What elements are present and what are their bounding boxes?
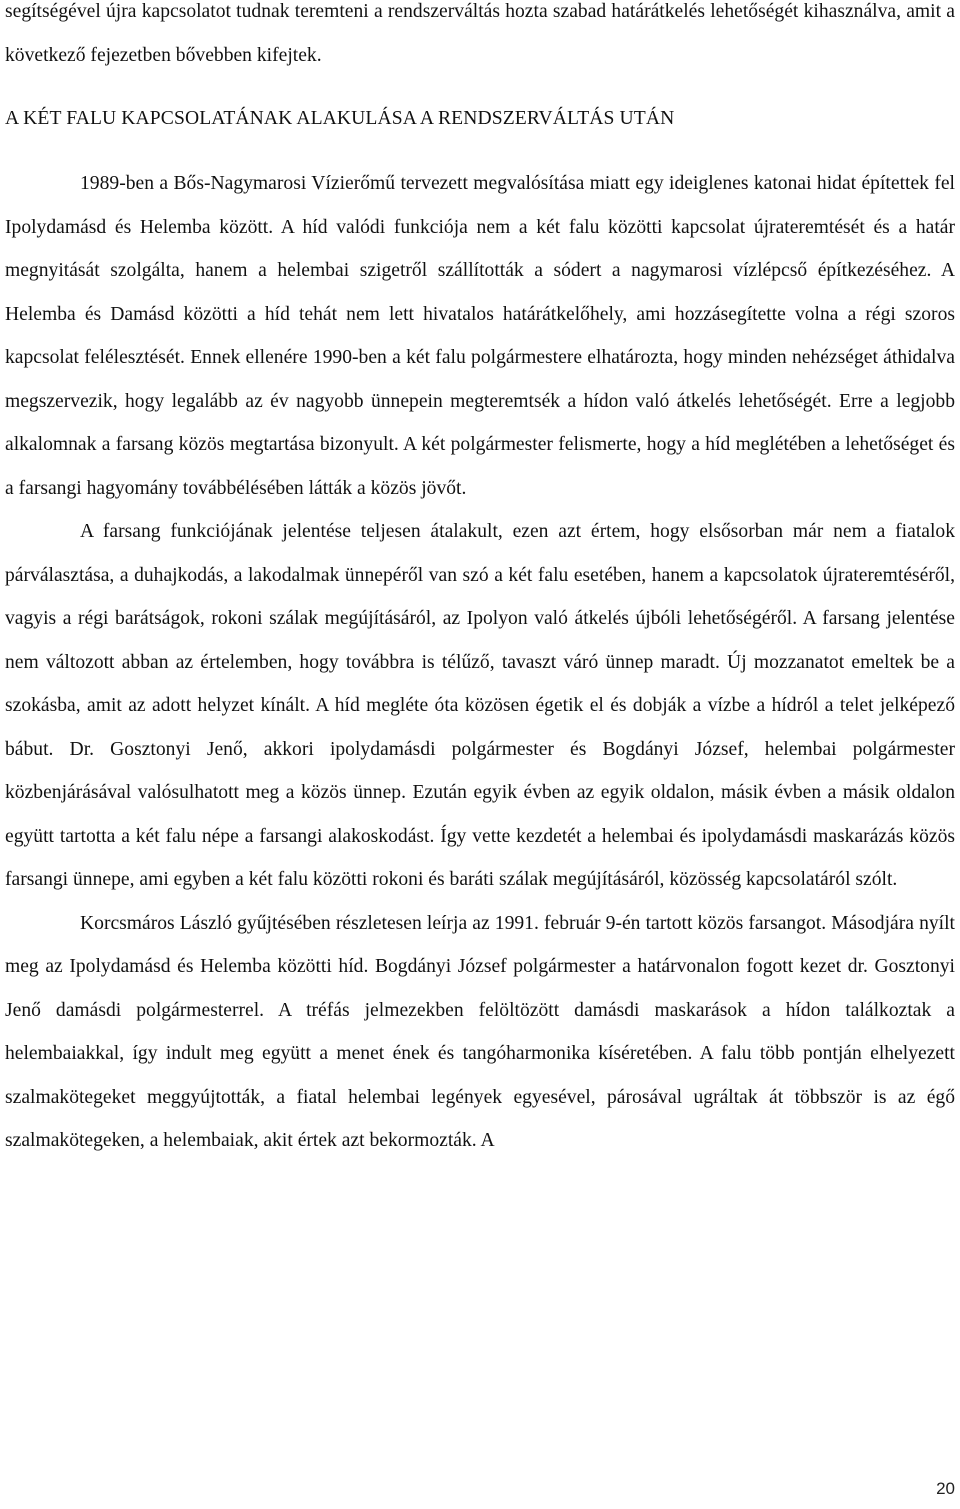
body-paragraph-3: Korcsmáros László gyűjtésében részletesen leírja az 1991. február 9-én tartott közös farsangot. Másodjára nyílt meg az Ipolydamásd és Helemba közötti híd. Bogdányi József polgármester a határvonalon fogott kezet dr. Gosztonyi Jenő damásdi polgármesterrel. A tréfás jelmezekben felöltözött damásdi maskarások a hídon találkoztak a helembaiakkal, így indult meg együtt a menet ének és tangóharmonika kíséretében. A falu több pontján elhelyezett szalmakötegeket meggyújtották, a fiatal helembai legények egyesével, párosával ugráltak át többször is az égő szalmakötegeken, a helembaiak, akit értek azt bekormozták. A [5,912,955,1151]
continued-paragraph-block [5,0,955,77]
top-paragraph: segítségével újra kapcsolatot tudnak teremteni a rendszerváltás hozta szabad határátkelés lehetőségét kihasználva, amit a következő fejezetben bővebben kifejtek. [5,1,955,66]
section-heading: A KÉT FALU KAPCSOLATÁNAK ALAKULÁSA A RENDSZERVÁLTÁS UTÁN [5,108,675,129]
body-paragraph-2: A farsang funkciójának jelentése teljesen átalakult, ezen azt értem, hogy elsősorban már nem a fiatalok párválasztása, a duhajkodás, a lakodalmak ünnepéről van szó a két falu esetében, hanem a kapcsolatok újrateremtéséről, vagyis a régi barátságok, rokoni szálak megújításáról, az Ipolyon való átkelés újbóli lehetőségéről. A farsang jelentése nem változott abban az értelemben, hogy továbbra is télűző, tavaszt váró ünnep maradt. Új mozzanatot emeltek be a szokásba, amit az adott helyzet kínált. A híd megléte óta közösen égetik el és dobják a vízbe a hídról a telet jelképező bábut. Dr. Gosztonyi Jenő, akkori ipolydamásdi polgármester és Bogdányi József, helembai polgármester közbenjárásával valósulhatott meg a közös ünnep. Ezután egyik évben az egyik oldalon, másik évben a másik oldalon együtt tartotta a két falu népe a farsangi alakoskodást. Így vette kezdetét a helembai és ipolydamásdi maskarázás közös farsangi ünnepe, ami egyben a két falu közötti rokoni és baráti szálak megújításáról, közösség kapcsolatáról szólt. [5,521,955,890]
page-number: 20 [936,1479,955,1498]
body-text [5,162,955,1163]
body-paragraph-1: 1989-ben a Bős-Nagymarosi Vízierőmű tervezett megvalósítása miatt egy ideiglenes katonai hidat építettek fel Ipolydamásd és Helemba között. A híd valódi funkciója nem a két falu közötti kapcsolat újrateremtését és a határ megnyitását szolgálta, hanem a helembai szigetről szállították a sódert a nagymarosi vízlépcső építkezéséhez. A Helemba és Damásd közötti a híd tehát nem lett hivatalos határátkelőhely, ami hozzásegítette volna a régi szoros kapcsolat felélesztését. Ennek ellenére 1990-ben a két falu polgármestere elhatározta, hogy minden nehézséget áthidalva megszervezik, hogy legalább az év nagyobb ünnepein megteremtsék a hídon való átkelés lehetőségét. Erre a legjobb alkalomnak a farsang közös megtartása bizonyult. A két polgármester felismerte, hogy a híd meglétében a lehetőséget és a farsangi hagyomány továbbélésében látták a közös jövőt. [5,173,955,499]
